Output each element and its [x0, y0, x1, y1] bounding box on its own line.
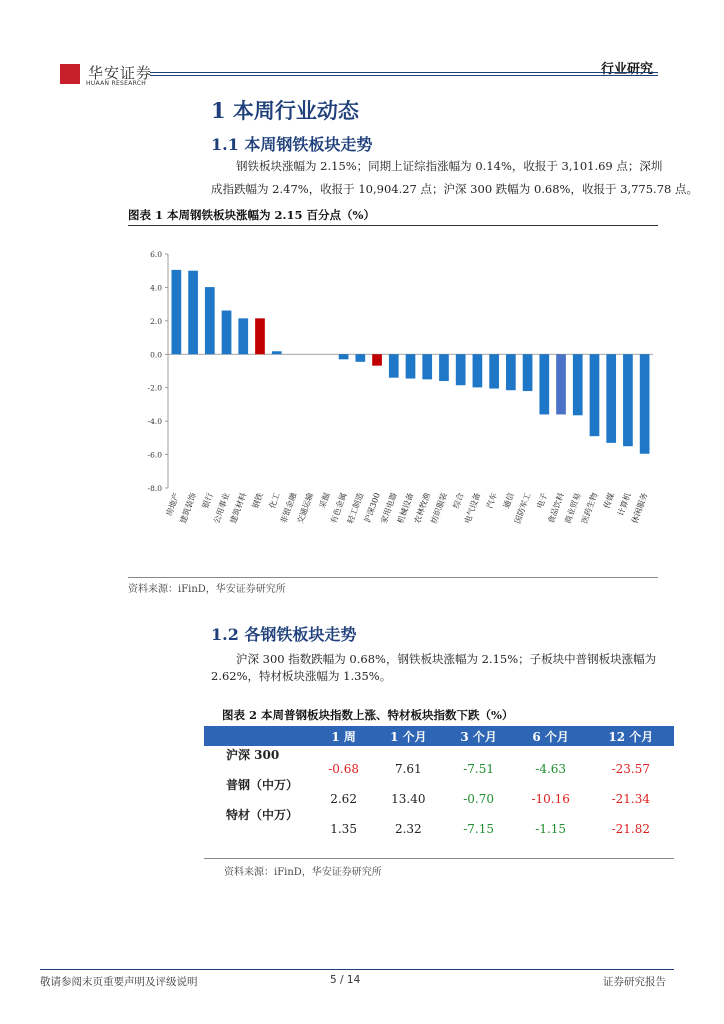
x-tick-label: 交通运输	[295, 491, 316, 525]
table-cell: -21.82	[611, 822, 651, 836]
subsection-title-2: 1.2 各钢铁板块走势	[211, 625, 357, 644]
x-tick-label: 采掘	[317, 491, 332, 510]
x-tick-label: 农林牧渔	[412, 491, 433, 525]
chart-bar	[389, 354, 399, 377]
x-tick-label: 建筑材料	[228, 491, 249, 525]
paragraph-2-line-1: 沪深 300 指数跌幅为 0.68%，钢铁板块涨幅为 2.15%；子板块中普钢板块涨幅为	[236, 652, 657, 666]
table-header-cell: 1 周	[314, 726, 373, 746]
x-tick-label: 商业贸易	[563, 491, 583, 525]
table-cell: -0.68	[328, 762, 359, 776]
table-cell: -1.15	[535, 822, 567, 836]
figure-1-rule	[128, 225, 658, 226]
y-tick-label: 6.0	[150, 250, 162, 259]
x-tick-label: 家用电器	[379, 491, 399, 525]
y-tick-label: -6.0	[147, 450, 162, 460]
table-cell: -7.15	[463, 822, 494, 836]
x-tick-label: 公用事业	[212, 491, 232, 525]
table-row	[204, 776, 674, 806]
figure-2-source: 资料来源：iFinD，华安证券研究所	[224, 867, 382, 878]
x-tick-label: 休闲服务	[630, 491, 650, 525]
x-tick-label: 通信	[501, 491, 516, 510]
chart-bar	[372, 354, 382, 365]
y-tick-label: 2.0	[150, 316, 162, 326]
figure-1-source: 资料来源：iFinD，华安证券研究所	[128, 584, 286, 595]
x-tick-label: 计算机	[616, 491, 633, 518]
chart-bar	[473, 354, 483, 387]
section-title: 1 本周行业动态	[211, 98, 359, 123]
table-cell: -10.16	[531, 792, 570, 806]
x-tick-label: 传媒	[602, 491, 617, 510]
x-tick-label: 国防军工	[513, 491, 533, 525]
chart-bar	[590, 354, 600, 436]
chart-bar	[422, 354, 432, 379]
table-row-header: 沪深 300	[226, 748, 280, 762]
x-tick-label: 纺织服装	[429, 491, 449, 525]
x-tick-label: 银行	[200, 491, 215, 510]
header-divider	[150, 72, 658, 73]
x-tick-label: 化工	[267, 491, 282, 510]
chart-bar	[172, 270, 182, 354]
footer-report-type: 证券研究报告	[603, 976, 666, 988]
table-row-header: 特材（中万）	[226, 808, 299, 822]
chart-bar	[339, 354, 349, 359]
table-cell: -7.51	[463, 762, 494, 776]
x-tick-label: 电子	[535, 491, 550, 510]
chart-bar	[506, 354, 516, 390]
x-tick-label: 电气设备	[462, 491, 483, 525]
chart-bar	[489, 354, 499, 388]
x-tick-label: 食品饮料	[546, 491, 566, 525]
y-tick-label: 4.0	[150, 283, 162, 293]
x-tick-label: 房地产	[164, 491, 182, 518]
subsection-title-1: 1.1 本周钢铁板块走势	[211, 135, 373, 154]
table-header-cell: 12 个月	[588, 726, 674, 746]
table-row	[204, 746, 674, 776]
table-cell: 7.61	[394, 762, 422, 776]
table-header-cell: 1 个月	[373, 726, 443, 746]
figure-1-source-rule	[128, 577, 658, 578]
page-number: 5 / 14	[330, 974, 361, 986]
table-cell: 1.35	[330, 822, 357, 836]
chart-bar	[238, 318, 248, 354]
chart-bar	[539, 354, 549, 414]
x-tick-label: 综合	[451, 491, 466, 510]
chart-bar	[406, 354, 416, 378]
chart-bar	[573, 354, 583, 415]
table-row-header: 普钢（中万）	[226, 778, 299, 792]
table-cell: -0.70	[463, 792, 494, 806]
paragraph-1-line-2: 成指跌幅为 2.47%，收报于 10,904.27 点；沪深 300 跌幅为 0.68%，收报于 3,775.78 点。	[211, 182, 698, 196]
x-tick-label: 医药生物	[579, 491, 600, 525]
paragraph-1-line-1: 钢铁板块涨幅为 2.15%；同期上证综指涨幅为 0.14%，收报于 3,101.69 点；深圳	[236, 159, 663, 173]
table-cell: 2.62	[330, 792, 357, 806]
company-logo-subtext: HUAAN RESEARCH	[86, 80, 147, 87]
figure-2-table	[204, 726, 674, 836]
table-header-cell	[204, 726, 314, 746]
y-tick-label: -4.0	[147, 417, 162, 427]
table-header-row	[204, 726, 674, 746]
table-cell: -4.63	[535, 762, 567, 776]
company-logo-icon	[60, 64, 80, 84]
footer-divider	[40, 969, 674, 970]
table-header-cell: 3 个月	[443, 726, 513, 746]
table-cell: -23.57	[611, 762, 651, 776]
x-tick-label: 建筑装饰	[178, 491, 198, 525]
chart-bar	[556, 354, 566, 414]
table-cell: -21.34	[611, 792, 651, 806]
y-tick-label: 0.0	[150, 350, 162, 360]
table-row	[204, 806, 674, 836]
chart-bar	[205, 287, 215, 354]
chart-bar	[222, 310, 232, 354]
figure-2-source-rule	[204, 858, 674, 859]
chart-bar	[188, 271, 198, 355]
table-header-cell: 6 个月	[514, 726, 588, 746]
chart-bar	[255, 318, 265, 354]
report-category: 行业研究	[601, 62, 654, 77]
figure-1-bar-chart	[128, 240, 658, 575]
x-tick-label: 沪深300	[362, 491, 382, 525]
x-tick-label: 非银金融	[278, 491, 299, 525]
x-tick-label: 钢铁	[250, 491, 265, 510]
footer-disclaimer: 敬请参阅末页重要声明及评级说明	[40, 976, 198, 988]
figure-1-title: 图表 1 本周钢铁板块涨幅为 2.15 百分点（%）	[128, 208, 375, 222]
chart-bar	[523, 354, 533, 391]
table-cell: 13.40	[391, 792, 426, 806]
company-logo-text: 华安证券	[88, 64, 153, 82]
chart-bar	[456, 354, 466, 385]
chart-bar	[623, 354, 633, 446]
y-tick-label: -2.0	[147, 383, 162, 393]
x-tick-label: 轻工制造	[345, 491, 366, 525]
paragraph-2-line-2: 2.62%，特材板块涨幅为 1.35%。	[211, 669, 392, 683]
figure-2-title: 图表 2 本周普钢板块指数上涨、特材板块指数下跌（%）	[222, 708, 514, 722]
x-tick-label: 汽车	[485, 491, 500, 510]
chart-bar	[272, 351, 282, 354]
x-tick-label: 机械设备	[395, 491, 416, 525]
table-cell: 2.32	[394, 822, 422, 836]
header-divider-thin	[150, 75, 658, 76]
chart-bar	[640, 354, 650, 453]
y-tick-label: -8.0	[147, 484, 162, 493]
chart-bar	[439, 354, 449, 381]
chart-bar	[606, 354, 616, 443]
x-tick-label: 有色金属	[329, 491, 349, 525]
chart-bar	[355, 354, 365, 362]
